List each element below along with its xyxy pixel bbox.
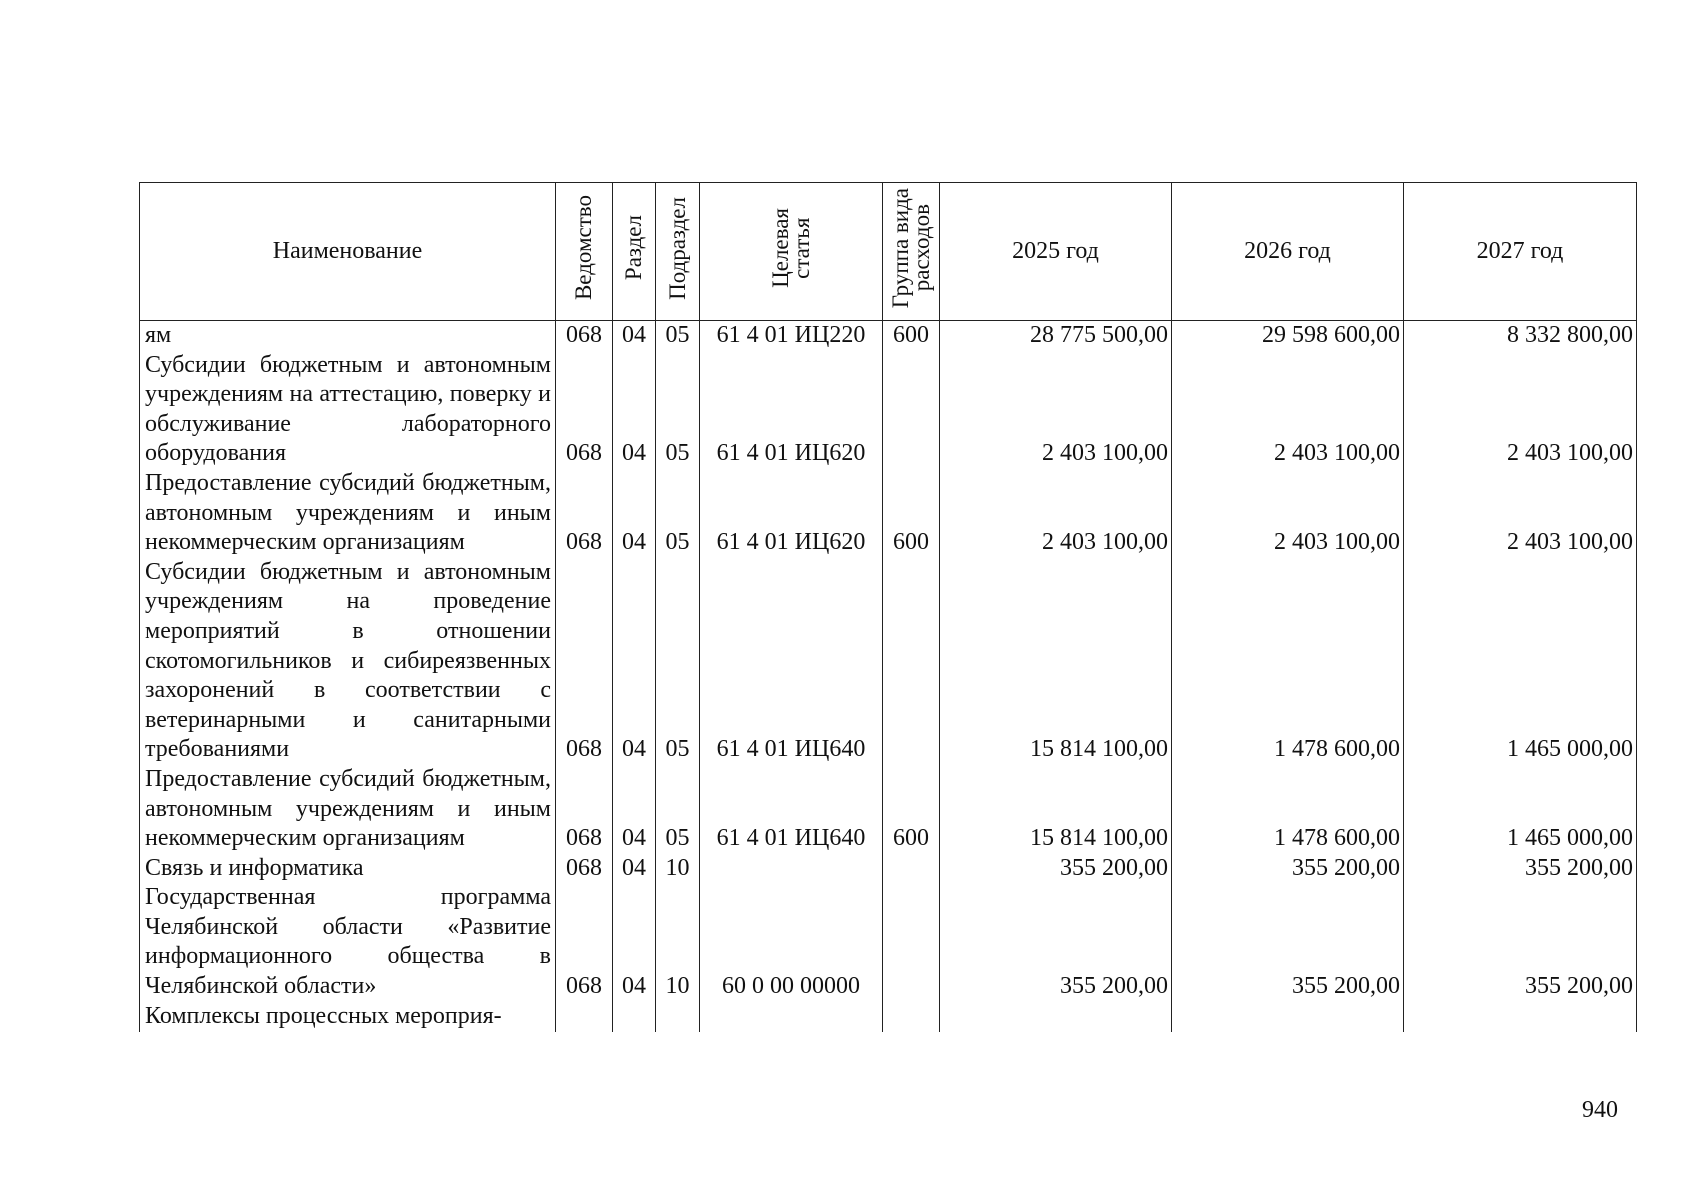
row-department: 068 bbox=[556, 558, 613, 765]
row-name: Государственная программа Челябинской области «Развитие информационного общества в Челябинской области» bbox=[140, 883, 556, 1001]
row-amount-2025: 2 403 100,00 bbox=[940, 351, 1172, 469]
header-subsection-label: Подраздел bbox=[664, 196, 690, 300]
header-target-article-line2: статья bbox=[789, 217, 814, 279]
row-expense-group bbox=[883, 883, 940, 1001]
row-section: 04 bbox=[613, 321, 656, 351]
row-section: 04 bbox=[613, 558, 656, 765]
table-row bbox=[140, 469, 1637, 558]
row-amount-2025 bbox=[940, 1002, 1172, 1032]
row-amount-2025: 2 403 100,00 bbox=[940, 469, 1172, 558]
header-2027: 2027 год bbox=[1404, 183, 1637, 321]
row-amount-2025: 15 814 100,00 bbox=[940, 558, 1172, 765]
row-expense-group: 600 bbox=[883, 765, 940, 854]
table-header bbox=[140, 183, 1637, 321]
row-target-article bbox=[700, 854, 883, 884]
row-section: 04 bbox=[613, 765, 656, 854]
row-name: Предоставление субсидий бюджетным, автономным учреждениям и иным некоммерческим организациям bbox=[140, 765, 556, 854]
row-amount-2026: 2 403 100,00 bbox=[1172, 469, 1404, 558]
row-amount-2025: 355 200,00 bbox=[940, 883, 1172, 1001]
row-amount-2027: 2 403 100,00 bbox=[1404, 469, 1637, 558]
header-expense-group bbox=[883, 183, 940, 321]
table-row bbox=[140, 321, 1637, 351]
row-subsection: 05 bbox=[656, 765, 700, 854]
row-section: 04 bbox=[613, 351, 656, 469]
row-target-article: 61 4 01 ИЦ220 bbox=[700, 321, 883, 351]
header-subsection bbox=[656, 183, 700, 321]
row-amount-2027: 1 465 000,00 bbox=[1404, 765, 1637, 854]
table-row bbox=[140, 854, 1637, 884]
header-2025: 2025 год bbox=[940, 183, 1172, 321]
budget-table bbox=[139, 182, 1637, 1032]
table-row bbox=[140, 1002, 1637, 1032]
row-amount-2027: 355 200,00 bbox=[1404, 854, 1637, 884]
row-section: 04 bbox=[613, 469, 656, 558]
row-subsection: 05 bbox=[656, 351, 700, 469]
row-name: Предоставление субсидий бюджетным, автономным учреждениям и иным некоммерческим организациям bbox=[140, 469, 556, 558]
table-row bbox=[140, 883, 1637, 1001]
row-amount-2026: 1 478 600,00 bbox=[1172, 765, 1404, 854]
row-subsection: 05 bbox=[656, 469, 700, 558]
row-target-article: 61 4 01 ИЦ640 bbox=[700, 558, 883, 765]
header-target-article bbox=[700, 183, 883, 321]
table-row bbox=[140, 351, 1637, 469]
table-body bbox=[140, 321, 1637, 1032]
row-amount-2027: 355 200,00 bbox=[1404, 883, 1637, 1001]
row-department bbox=[556, 1002, 613, 1032]
row-amount-2026: 355 200,00 bbox=[1172, 854, 1404, 884]
row-expense-group: 600 bbox=[883, 469, 940, 558]
row-target-article: 61 4 01 ИЦ620 bbox=[700, 351, 883, 469]
header-expense-group-line1: Группа вида bbox=[888, 187, 913, 309]
row-section: 04 bbox=[613, 883, 656, 1001]
row-target-article: 61 4 01 ИЦ620 bbox=[700, 469, 883, 558]
row-department: 068 bbox=[556, 854, 613, 884]
row-department: 068 bbox=[556, 883, 613, 1001]
row-department: 068 bbox=[556, 765, 613, 854]
row-amount-2025: 355 200,00 bbox=[940, 854, 1172, 884]
header-department bbox=[556, 183, 613, 321]
row-amount-2026 bbox=[1172, 1002, 1404, 1032]
row-subsection: 05 bbox=[656, 321, 700, 351]
header-expense-group-label bbox=[890, 188, 932, 308]
row-expense-group bbox=[883, 854, 940, 884]
header-department-label: Ведомство bbox=[571, 195, 596, 301]
row-name: Комплексы процессных мероприя- bbox=[140, 1002, 556, 1032]
row-department: 068 bbox=[556, 321, 613, 351]
header-target-article-label bbox=[770, 208, 812, 288]
row-target-article: 60 0 00 00000 bbox=[700, 883, 883, 1001]
row-amount-2025: 28 775 500,00 bbox=[940, 321, 1172, 351]
row-amount-2026: 29 598 600,00 bbox=[1172, 321, 1404, 351]
row-amount-2026: 1 478 600,00 bbox=[1172, 558, 1404, 765]
page-number: 940 bbox=[1582, 1097, 1618, 1123]
row-expense-group bbox=[883, 558, 940, 765]
table-row bbox=[140, 765, 1637, 854]
row-expense-group: 600 bbox=[883, 321, 940, 351]
row-amount-2027: 1 465 000,00 bbox=[1404, 558, 1637, 765]
row-department: 068 bbox=[556, 469, 613, 558]
row-subsection: 10 bbox=[656, 883, 700, 1001]
row-name: Субсидии бюджетным и автономным учреждениям на проведение мероприятий в отношении скотомогильников и сибиреязвенных захоронений в соответствии с ветеринарными и санитарными требованиями bbox=[140, 558, 556, 765]
row-amount-2025: 15 814 100,00 bbox=[940, 765, 1172, 854]
row-name: ям bbox=[140, 321, 556, 351]
row-amount-2026: 355 200,00 bbox=[1172, 883, 1404, 1001]
header-name: Наименование bbox=[140, 183, 556, 321]
row-target-article: 61 4 01 ИЦ640 bbox=[700, 765, 883, 854]
row-expense-group bbox=[883, 351, 940, 469]
row-subsection bbox=[656, 1002, 700, 1032]
row-amount-2026: 2 403 100,00 bbox=[1172, 351, 1404, 469]
row-section bbox=[613, 1002, 656, 1032]
row-name: Связь и информатика bbox=[140, 854, 556, 884]
row-subsection: 05 bbox=[656, 558, 700, 765]
table-row bbox=[140, 558, 1637, 765]
row-amount-2027: 2 403 100,00 bbox=[1404, 351, 1637, 469]
row-section: 04 bbox=[613, 854, 656, 884]
header-section-label: Раздел bbox=[621, 215, 646, 281]
row-subsection: 10 bbox=[656, 854, 700, 884]
header-expense-group-line2: расходов bbox=[909, 204, 934, 292]
row-department: 068 bbox=[556, 351, 613, 469]
row-target-article bbox=[700, 1002, 883, 1032]
header-target-article-line1: Целевая bbox=[768, 208, 793, 288]
row-amount-2027: 8 332 800,00 bbox=[1404, 321, 1637, 351]
row-expense-group bbox=[883, 1002, 940, 1032]
header-section bbox=[613, 183, 656, 321]
header-2026: 2026 год bbox=[1172, 183, 1404, 321]
row-name: Субсидии бюджетным и автономным учреждениям на аттестацию, поверку и обслуживание лабораторного оборудования bbox=[140, 351, 556, 469]
row-amount-2027 bbox=[1404, 1002, 1637, 1032]
